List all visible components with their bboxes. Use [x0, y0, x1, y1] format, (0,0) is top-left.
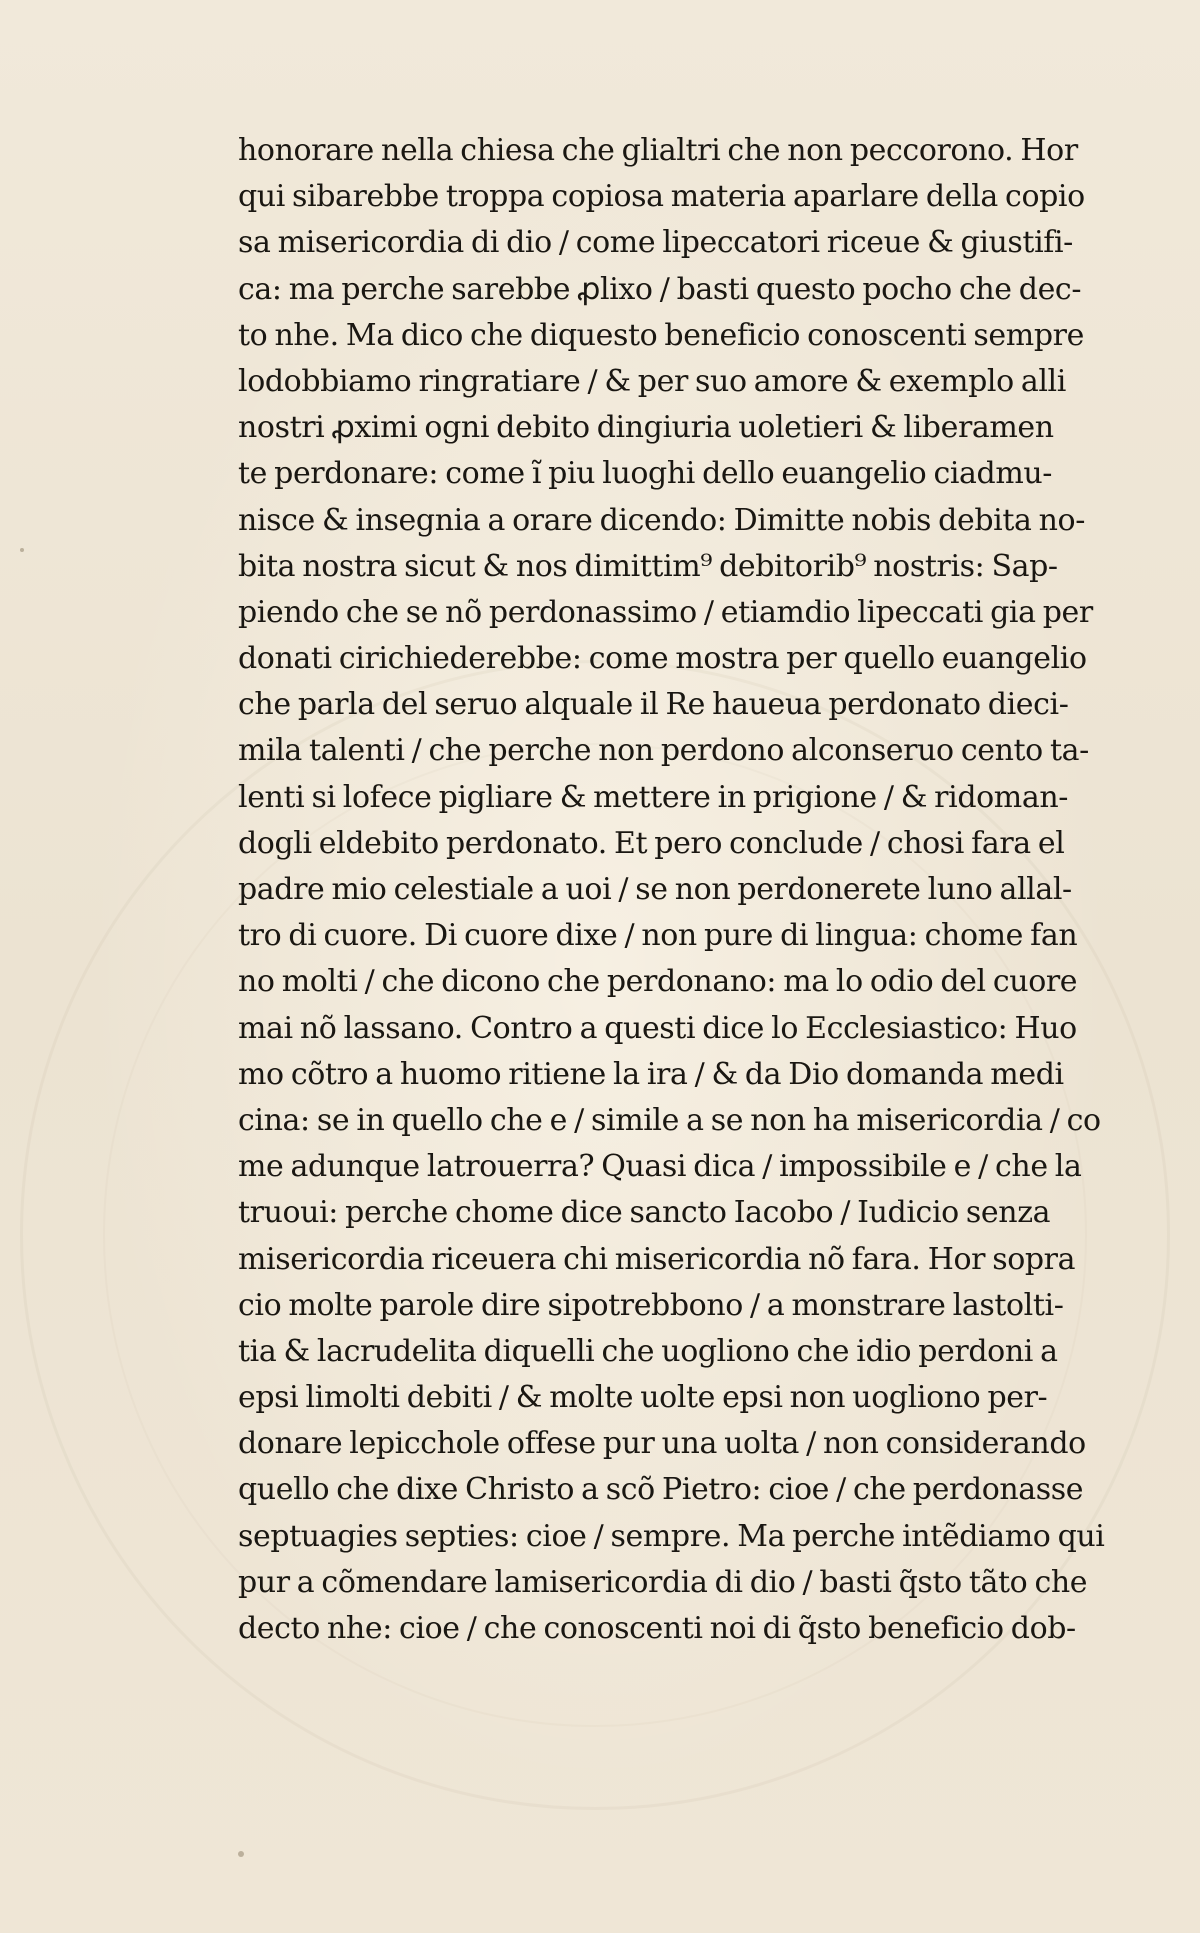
text-line-30: quello che dixe Christo a scõ Pietro: cioe / che perdonasse: [238, 1472, 1084, 1508]
text-line-7: nostri ꝓximi ogni debito dingiuria uoletieri & liberamen: [238, 410, 1054, 446]
text-line-32: pur a cõmendare lamisericordia di dio / basti q̃sto tãto che: [238, 1564, 1088, 1600]
text-line-9: nisce & insegnia a orare dicendo: Dimitte nobis debita no-: [238, 502, 1085, 538]
text-line-25: misericordia riceuera chi misericordia nõ fara. Hor sopra: [238, 1241, 1076, 1277]
text-line-1: honorare nella chiesa che glialtri che non peccorono. Hor: [238, 133, 1078, 168]
text-line-17: padre mio celestiale a uoi / se non perdonerete luno allal-: [238, 872, 1072, 907]
text-line-22: cina: se in quello che e / simile a se non ha misericordia / co: [238, 1102, 1101, 1138]
text-line-4: ca: ma perche sarebbe ꝓlixo / basti questo pocho che dec-: [238, 271, 1082, 307]
text-line-23: me adunque latrouerra? Quasi dica / impossibile e / che la: [238, 1149, 1082, 1185]
text-line-28: epsi limolti debiti / & molte uolte epsi non uogliono per-: [238, 1380, 1048, 1416]
text-line-3: sa misericordia di dio / come lipeccatori riceue & giustifi-: [238, 225, 1073, 261]
text-line-6: lodobbiamo ringratiare / & per suo amore & exemplo alli: [238, 363, 1066, 399]
text-line-14: mila talenti / che perche non perdono alconseruo cento ta-: [238, 733, 1089, 769]
text-line-10: bita nostra sicut & nos dimittim⁹ debitorib⁹ nostris: Sap-: [238, 548, 1058, 584]
text-line-24: truoui: perche chome dice sancto Iacobo / Iudicio senza: [238, 1195, 1051, 1231]
text-line-5: to nhe. Ma dico che diquesto beneficio conoscenti sempre: [238, 317, 1084, 353]
text-line-20: mai nõ lassano. Contro a questi dice lo Ecclesiastico: Huo: [238, 1010, 1077, 1046]
text-line-31: septuagies septies: cioe / sempre. Ma perche intẽdiamo qui: [238, 1518, 1105, 1554]
text-line-26: cio molte parole dire sipotrebbono / a monstrare lastolti-: [238, 1287, 1064, 1323]
paper-speck: [20, 548, 24, 552]
text-line-16: dogli eldebito perdonato. Et pero conclude / chosi fara el: [238, 825, 1065, 861]
text-line-11: piendo che se nõ perdonassimo / etiamdio lipeccati gia per: [238, 594, 1093, 630]
text-line-29: donare lepicchole offese pur una uolta / non considerando: [238, 1426, 1086, 1462]
text-line-2: qui sibarebbe troppa copiosa materia aparlare della copio: [238, 179, 1085, 215]
body-text-column: [238, 128, 1108, 1652]
text-line-15: lenti si lofece pigliare & mettere in prigione / & ridoman-: [238, 779, 1068, 815]
text-line-33: decto nhe: cioe / che conoscenti noi di q̃sto beneficio dob-: [238, 1611, 1076, 1646]
text-line-19: no molti / che dicono che perdonano: ma lo odio del cuore: [238, 964, 1078, 1000]
text-line-27: tia & lacrudelita diquelli che uogliono che idio perdoni a: [238, 1333, 1058, 1369]
text-line-12: donati cirichiederebbe: come mostra per quello euangelio: [238, 641, 1087, 677]
text-line-18: tro di cuore. Di cuore dixe / non pure di lingua: chome fan: [238, 918, 1078, 954]
text-line-8: te perdonare: come ĩ piu luoghi dello euangelio ciadmu-: [238, 456, 1053, 492]
text-line-21: mo cõtro a huomo ritiene la ira / & da Dio domanda medi: [238, 1056, 1064, 1092]
text-line-13: che parla del seruo alquale il Re haueua perdonato dieci-: [238, 687, 1069, 723]
paper-speck: [238, 1851, 244, 1857]
